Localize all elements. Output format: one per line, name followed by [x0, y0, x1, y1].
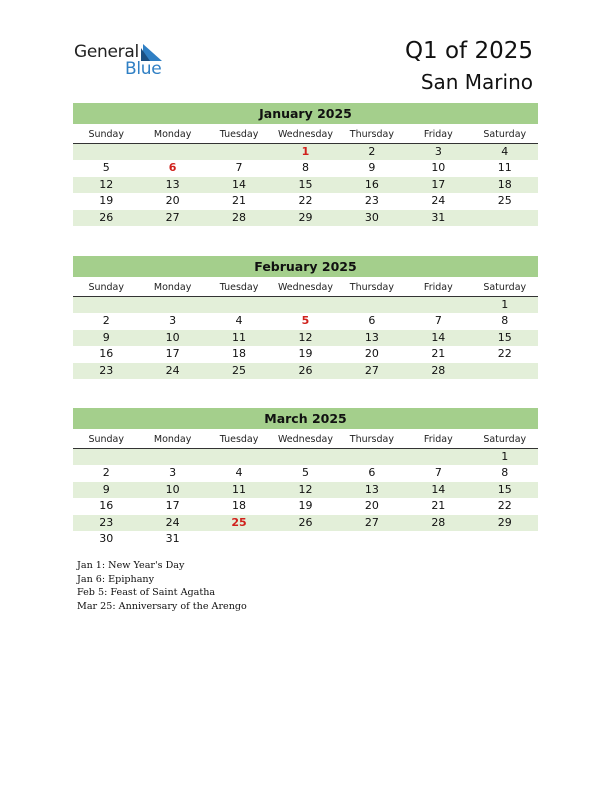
day-cell: 25 — [231, 515, 247, 529]
day-cell: 9 — [102, 330, 110, 344]
day-cell: 31 — [431, 210, 446, 224]
week-row — [73, 346, 538, 362]
day-cell: 2 — [102, 314, 110, 328]
weekday-header-row — [73, 431, 538, 449]
brand-logo — [74, 42, 184, 82]
day-cell: 7 — [235, 161, 243, 175]
day-cell: 8 — [501, 466, 509, 480]
day-cell: 22 — [497, 499, 512, 513]
day-cell: 12 — [99, 177, 114, 191]
holiday-note: Mar 25: Anniversary of the Arengo — [77, 600, 247, 612]
week-row — [73, 449, 538, 465]
weekday-label: Monday — [153, 434, 192, 445]
day-cell: 13 — [364, 330, 379, 344]
day-cell: 30 — [99, 531, 114, 545]
page-subtitle: San Marino — [420, 70, 533, 94]
day-cell: 31 — [165, 531, 180, 545]
day-cell — [272, 297, 338, 313]
day-cell: 6 — [368, 314, 376, 328]
day-cell: 28 — [431, 363, 446, 377]
day-cell: 20 — [165, 194, 180, 208]
day-cell: 14 — [232, 177, 247, 191]
holiday-notes — [77, 559, 247, 613]
day-cell: 5 — [102, 161, 110, 175]
day-cell: 12 — [298, 482, 313, 496]
day-cell — [405, 297, 471, 313]
day-cell: 30 — [364, 210, 379, 224]
day-cell: 27 — [364, 363, 379, 377]
page-title: Q1 of 2025 — [404, 38, 533, 64]
day-cell: 24 — [165, 363, 180, 377]
day-cell — [472, 210, 538, 226]
month-title: February 2025 — [73, 256, 538, 277]
day-cell: 20 — [364, 499, 379, 513]
week-row — [73, 297, 538, 313]
day-cell: 4 — [501, 145, 509, 158]
day-cell: 16 — [99, 499, 114, 513]
weekday-label: Friday — [423, 434, 453, 445]
day-cell: 19 — [99, 194, 114, 208]
day-cell: 19 — [298, 499, 313, 513]
day-cell — [339, 531, 405, 547]
day-cell: 29 — [298, 210, 313, 224]
day-cell: 23 — [99, 363, 114, 377]
day-cell: 4 — [235, 466, 243, 480]
day-cell: 10 — [165, 482, 180, 496]
week-row — [73, 144, 538, 160]
week-row — [73, 515, 538, 531]
day-cell: 16 — [364, 177, 379, 191]
day-cell: 8 — [301, 161, 309, 175]
week-row — [73, 465, 538, 481]
week-row — [73, 313, 538, 329]
day-cell: 15 — [497, 482, 512, 496]
day-cell — [472, 363, 538, 379]
weekday-label: Tuesday — [219, 282, 259, 293]
day-cell: 24 — [165, 515, 180, 529]
day-cell: 1 — [501, 298, 509, 311]
day-cell: 24 — [431, 194, 446, 208]
day-cell: 11 — [497, 161, 512, 175]
day-cell: 14 — [431, 482, 446, 496]
day-cell — [139, 144, 205, 160]
month-january — [73, 103, 538, 226]
day-cell: 28 — [232, 210, 247, 224]
weekday-label: Saturday — [483, 282, 527, 293]
week-row — [73, 177, 538, 193]
week-row — [73, 193, 538, 209]
day-cell: 6 — [168, 161, 177, 175]
day-cell: 18 — [232, 347, 247, 361]
day-cell: 1 — [501, 450, 509, 463]
day-cell: 18 — [497, 177, 512, 191]
day-cell — [206, 531, 272, 547]
month-february — [73, 256, 538, 379]
day-cell: 3 — [169, 314, 177, 328]
day-cell: 23 — [99, 515, 114, 529]
weekday-label: Sunday — [88, 129, 124, 140]
weekday-label: Thursday — [349, 282, 394, 293]
day-cell: 10 — [165, 330, 180, 344]
day-cell: 3 — [434, 145, 442, 158]
day-cell: 27 — [165, 210, 180, 224]
brand-word-general: General — [74, 42, 139, 62]
month-title: March 2025 — [73, 408, 538, 429]
day-cell: 6 — [368, 466, 376, 480]
month-march — [73, 408, 538, 547]
day-cell — [339, 297, 405, 313]
day-cell: 25 — [232, 363, 247, 377]
weekday-label: Friday — [423, 282, 453, 293]
day-cell: 16 — [99, 347, 114, 361]
weekday-header-row — [73, 126, 538, 144]
day-cell: 21 — [232, 194, 247, 208]
weekday-label: Wednesday — [277, 282, 333, 293]
week-row — [73, 330, 538, 346]
day-cell: 15 — [298, 177, 313, 191]
day-cell: 1 — [301, 145, 310, 158]
day-cell: 5 — [301, 466, 309, 480]
day-cell: 14 — [431, 330, 446, 344]
day-cell: 7 — [434, 314, 442, 328]
day-cell — [73, 449, 139, 465]
day-cell — [339, 449, 405, 465]
day-cell: 13 — [364, 482, 379, 496]
day-cell: 7 — [434, 466, 442, 480]
holiday-note: Jan 6: Epiphany — [77, 573, 155, 585]
day-cell: 2 — [368, 145, 376, 158]
month-title: January 2025 — [73, 103, 538, 124]
day-cell: 4 — [235, 314, 243, 328]
day-cell: 10 — [431, 161, 446, 175]
day-cell — [206, 449, 272, 465]
week-row — [73, 482, 538, 498]
day-cell — [73, 297, 139, 313]
weekday-label: Tuesday — [219, 434, 259, 445]
day-cell: 12 — [298, 330, 313, 344]
day-cell — [405, 449, 471, 465]
day-cell — [472, 531, 538, 547]
holiday-note: Feb 5: Feast of Saint Agatha — [77, 587, 216, 598]
day-cell — [206, 297, 272, 313]
weekday-header-row — [73, 279, 538, 297]
day-cell: 3 — [169, 466, 177, 480]
week-row — [73, 498, 538, 514]
day-cell: 26 — [298, 515, 313, 529]
week-row — [73, 531, 538, 547]
day-cell: 17 — [165, 499, 180, 513]
day-cell: 23 — [364, 194, 379, 208]
week-row — [73, 363, 538, 379]
day-cell: 27 — [364, 515, 379, 529]
weekday-label: Sunday — [88, 282, 124, 293]
day-cell: 15 — [497, 330, 512, 344]
day-cell: 8 — [501, 314, 509, 328]
day-cell — [272, 449, 338, 465]
day-cell: 21 — [431, 499, 446, 513]
day-cell — [272, 531, 338, 547]
day-cell: 17 — [431, 177, 446, 191]
day-cell — [139, 449, 205, 465]
weekday-label: Tuesday — [219, 129, 259, 140]
holiday-note: Jan 1: New Year's Day — [77, 560, 185, 571]
day-cell: 19 — [298, 347, 313, 361]
weekday-label: Saturday — [483, 434, 527, 445]
day-cell: 18 — [232, 499, 247, 513]
day-cell: 17 — [165, 347, 180, 361]
day-cell: 13 — [165, 177, 180, 191]
day-cell: 26 — [99, 210, 114, 224]
day-cell — [73, 144, 139, 160]
weekday-label: Monday — [153, 129, 192, 140]
day-cell: 22 — [497, 347, 512, 361]
weekday-label: Thursday — [349, 434, 394, 445]
day-cell: 21 — [431, 347, 446, 361]
brand-word-blue: Blue — [125, 59, 162, 79]
day-cell: 25 — [497, 194, 512, 208]
weekday-label: Sunday — [88, 434, 124, 445]
day-cell: 9 — [102, 482, 110, 496]
weekday-label: Thursday — [349, 129, 394, 140]
day-cell: 22 — [298, 194, 313, 208]
day-cell: 20 — [364, 347, 379, 361]
day-cell: 11 — [232, 482, 247, 496]
day-cell — [139, 297, 205, 313]
week-row — [73, 160, 538, 176]
day-cell: 9 — [368, 161, 376, 175]
weekday-label: Saturday — [483, 129, 527, 140]
day-cell: 11 — [232, 330, 247, 344]
day-cell: 2 — [102, 466, 110, 480]
week-row — [73, 210, 538, 226]
day-cell — [206, 144, 272, 160]
day-cell: 26 — [298, 363, 313, 377]
weekday-label: Wednesday — [277, 434, 333, 445]
weekday-label: Friday — [423, 129, 453, 140]
day-cell: 28 — [431, 515, 446, 529]
day-cell: 29 — [497, 515, 512, 529]
day-cell: 5 — [301, 314, 310, 328]
weekday-label: Monday — [153, 282, 192, 293]
day-cell — [405, 531, 471, 547]
weekday-label: Wednesday — [277, 129, 333, 140]
